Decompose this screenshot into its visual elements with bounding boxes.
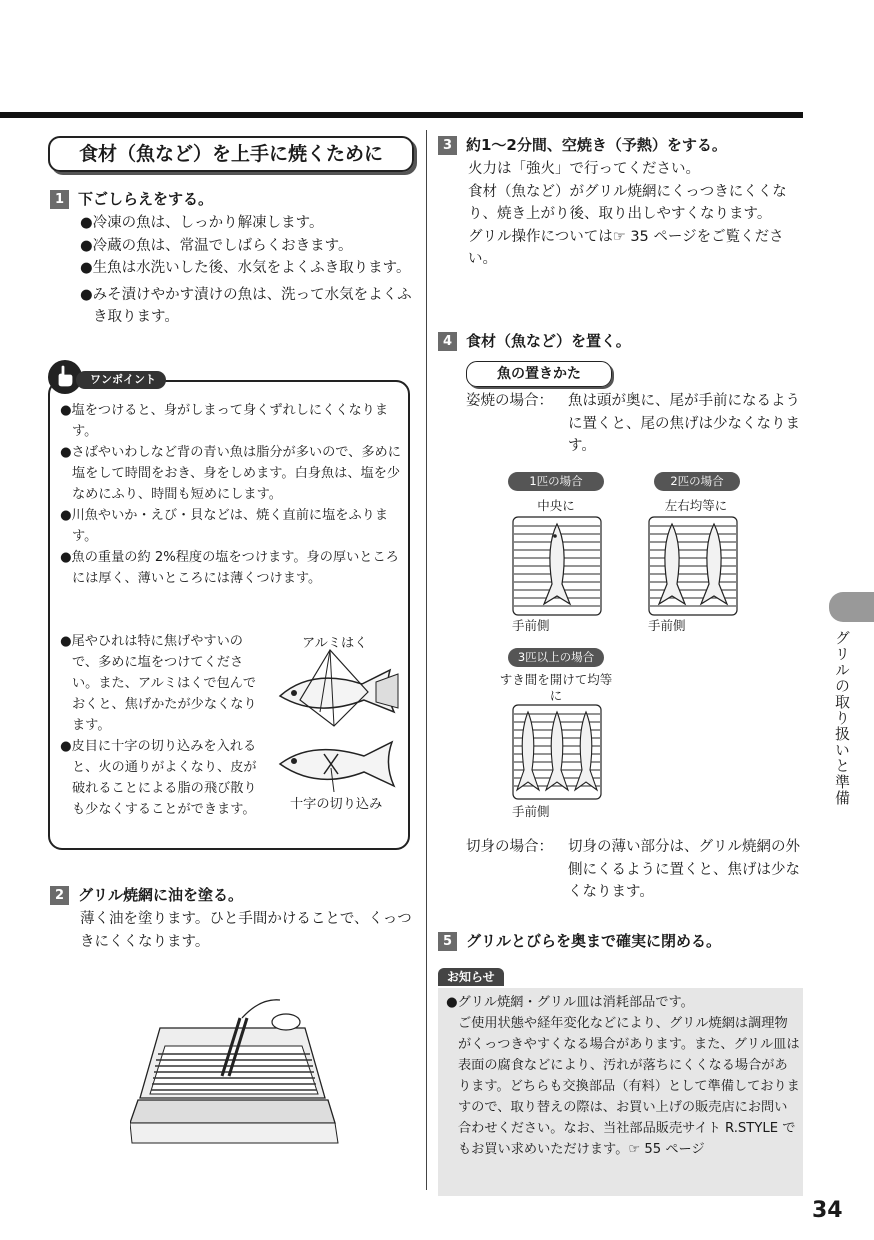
notice-body: [446, 992, 800, 1160]
step3-title: 約1～2分間、空焼き（予熱）をする。: [466, 136, 727, 154]
step2-number: 2: [50, 886, 69, 905]
step1-bullet: ●冷凍の魚は、しっかり解凍します。: [80, 215, 324, 231]
case-one-fish-note: 中央に: [537, 498, 575, 513]
step4-number: 4: [438, 332, 457, 351]
step1-bullet: ●生魚は水洗いした後、水気をよくふき取ります。: [80, 260, 411, 276]
notice-badge: お知らせ: [438, 968, 504, 986]
two-fish-front-label: 手前側: [648, 618, 686, 633]
chapter-tab: [829, 592, 874, 622]
placement-sub-heading: 魚の置きかた: [466, 361, 612, 387]
step3-page-ref: グリル操作については☞ 35 ページをご覧ください。: [468, 228, 784, 267]
case-two-fish-pill: 2匹の場合: [654, 472, 740, 491]
step4-heading: [438, 330, 631, 352]
foil-fish-illustration: [272, 646, 406, 740]
fillet-label: 切身の場合：: [466, 839, 553, 855]
step2-heading: [50, 884, 243, 906]
step1-bullet: ●冷蔵の魚は、常温でしばらくおきます。: [80, 237, 353, 254]
step1-number: 1: [50, 190, 69, 209]
foil-label: アルミはく: [302, 636, 368, 651]
step3-text: 火力は「強火」で行ってください。: [468, 161, 700, 177]
fillet-text: 切身の薄い部分は、グリル焼網の外側にくるように置くと、焦げは少なくなります。: [568, 839, 800, 900]
whole-fish-text: 魚は頭が奥に、尾が手前になるように置くと、尾の焦げは少なくなります。: [568, 393, 800, 454]
case-one-fish-pill: 1匹の場合: [508, 472, 604, 491]
column-divider: [426, 130, 427, 1190]
step2-title: グリル焼網に油を塗る。: [78, 886, 244, 904]
step5-heading: [438, 930, 721, 952]
onepoint-bullet: ●魚の重量の約 2%程度の塩をつけます。身の厚いところには厚く、薄いところには薄くつけます。: [60, 550, 399, 586]
step4-title: 食材（魚など）を置く。: [466, 332, 631, 350]
whole-fish-label: 姿焼の場合：: [466, 393, 553, 409]
top-rule: [0, 112, 803, 118]
one-fish-grill-diagram: [512, 516, 602, 620]
section-heading: 食材（魚など）を上手に焼くために: [48, 136, 414, 172]
cross-cut-fish-illustration: [272, 734, 406, 798]
step3-heading: [438, 134, 727, 156]
chapter-tab-label: グリルの取り扱いと準備: [833, 630, 851, 806]
onepoint-bullet: ●さばやいわしなど背の青い魚は脂分が多いので、多めに塩をして時間をおき、身をしめます。白身魚は、塩を少なめにふり、時間も短めにします。: [60, 445, 401, 502]
step1-heading: [50, 188, 213, 210]
onepoint-bullet: ●塩をつけると、身がしまって身くずれしにくくなります。: [60, 403, 389, 439]
case-three-fish-note: すき間を開けて均等に: [499, 672, 613, 703]
notice-text: ●グリル焼網・グリル皿は消耗部品です。: [446, 995, 694, 1010]
onepoint-foil-text: [60, 631, 260, 820]
one-fish-front-label: 手前側: [512, 618, 550, 633]
step3-body: [468, 158, 804, 271]
step5-number: 5: [438, 932, 457, 951]
onepoint-bullet: ●皮目に十字の切り込みを入れると、火の通りがよくなり、皮が破れることによる脂の飛び散りも少なくすることができます。: [60, 739, 257, 817]
step1-bullet: ●みそ漬けやかす漬けの魚は、洗って水気をよくふき取ります。: [80, 286, 412, 325]
onepoint-badge: ワンポイント: [76, 371, 166, 389]
step3-text: 食材（魚など）がグリル焼網にくっつきにくくなり、焼き上がり後、取り出しやすくなります。: [468, 183, 787, 222]
page-number: 34: [812, 1198, 843, 1223]
three-fish-grill-diagram: [512, 704, 602, 804]
step1-bullets: [80, 212, 414, 329]
three-fish-front-label: 手前側: [512, 804, 550, 819]
case-three-fish-pill: 3匹以上の場合: [508, 648, 604, 667]
onepoint-bullets: [60, 400, 403, 589]
grill-oiling-illustration: [130, 998, 340, 1152]
onepoint-bullet: ●川魚やいか・えび・貝などは、焼く直前に塩をふります。: [60, 508, 389, 544]
step5-title: グリルとびらを奥まで確実に閉める。: [466, 932, 722, 950]
two-fish-grill-diagram: [648, 516, 738, 620]
notice-text: ご使用状態や経年変化などにより、グリル焼網は調理物がくっつきやすくなる場合があります。また、グリル皿は表面の腐食などにより、汚れが落ちにくくなる場合があります。どちらも交換部品（有料）として準備しておりますので、取り替えの際は、お買い上げの販売店にお問い合わせください。なお、当社部品販売サイト R.STYLE でもお買い求めいただけます。☞ 55 ページ: [458, 1016, 800, 1157]
step1-title: 下ごしらえをする。: [78, 190, 214, 208]
onepoint-bullet: ●尾やひれは特に焦げやすいので、多めに塩をつけてください。また、アルミはくで包んでおくと、焦げかたが少なくなります。: [60, 634, 257, 733]
case-two-fish-note: 左右均等に: [664, 498, 728, 513]
step2-text: 薄く油を塗ります。ひと手間かけることで、くっつきにくくなります。: [80, 911, 412, 950]
cross-cut-label: 十字の切り込み: [290, 797, 383, 812]
step3-number: 3: [438, 136, 457, 155]
